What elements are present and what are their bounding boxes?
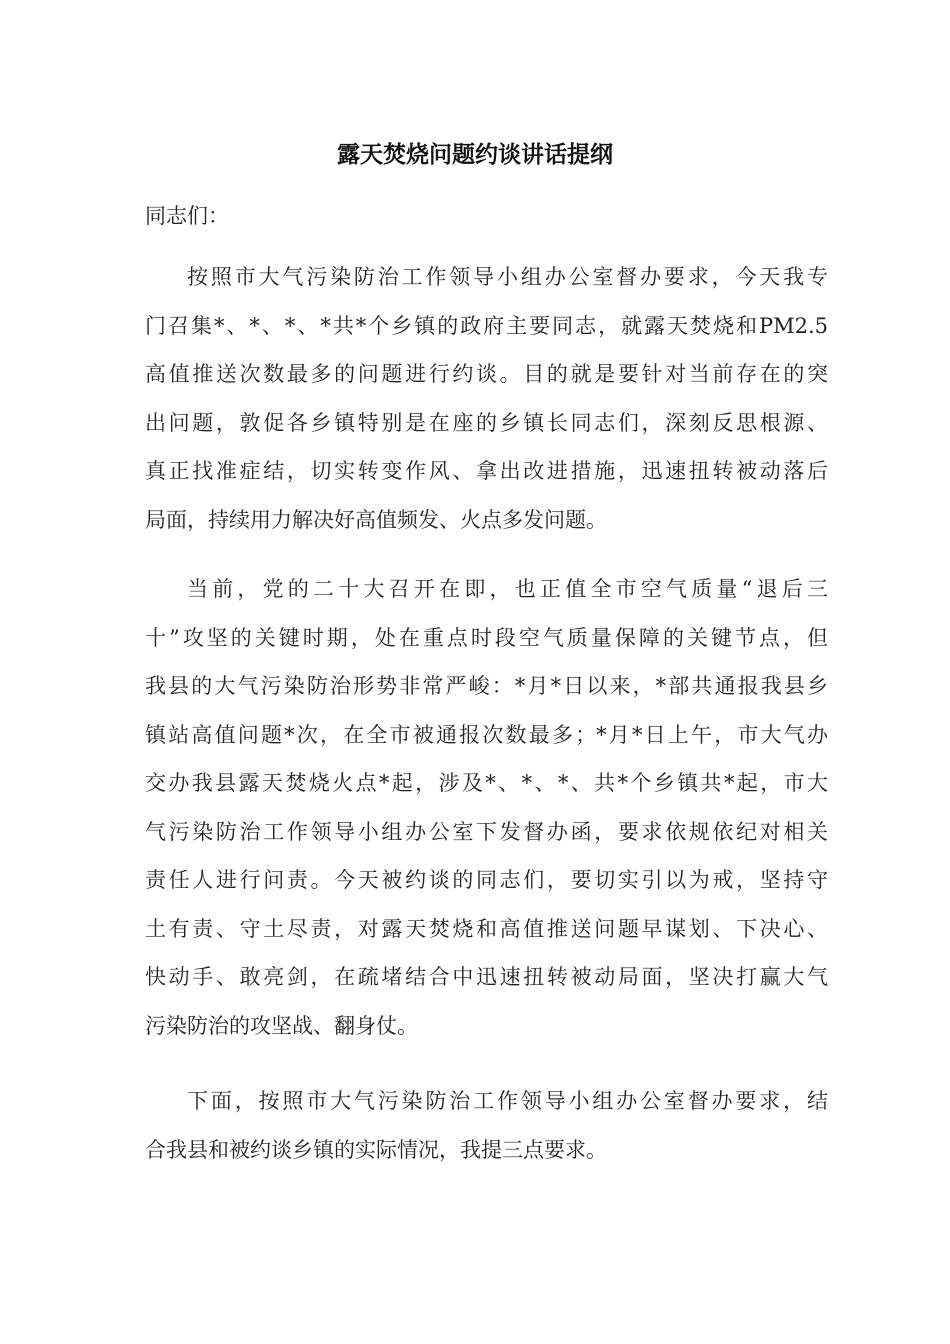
text-line: 出问题，敦促各乡镇特别是在座的乡镇长同志们，深刻反思根源、 [145, 410, 828, 435]
salutation: 同志们： [145, 204, 229, 228]
text-line: 交办我县露天焚烧火点*起，涉及*、*、*、共*个乡镇共*起，市大 [145, 771, 828, 795]
text-line: 我县的大气污染防治形势非常严峻：*月*日以来，*部共通报我县乡 [145, 674, 828, 698]
document-title: 露天焚烧问题约谈讲话提纲 [337, 141, 613, 168]
text-line: 镇站高值问题*次，在全市被通报次数最多；*月*日上午，市大气办 [145, 722, 828, 747]
text-line: 气污染防治工作领导小组办公室下发督办函，要求依规依纪对相关 [145, 819, 828, 844]
text-line: 下面，按照市大气污染防治工作领导小组办公室督办要求，结 [187, 1089, 828, 1113]
paragraph-3 [145, 1086, 828, 1183]
text-line: 合我县和被约谈乡镇的实际情况，我提三点要求。 [145, 1137, 607, 1162]
text-line: 局面，持续用力解决好高值频发、火点多发问题。 [145, 507, 607, 532]
text-line: 土有责、守土尽责，对露天焚烧和高值推送问题早谋划、下决心、 [145, 916, 828, 941]
text-line: 十”攻坚的关键时期，处在重点时段空气质量保障的关键节点，但 [145, 625, 828, 650]
text-line: 高值推送次数最多的问题进行约谈。目的就是要针对当前存在的突 [145, 362, 828, 386]
text-line: 快动手、敢亮剑，在疏堵结合中迅速扭转被动局面，坚决打赢大气 [145, 965, 828, 989]
text-line: 污染防治的攻坚战、翻身仗。 [145, 1013, 418, 1038]
paragraph-2 [145, 574, 828, 1059]
text-line: 真正找准症结，切实转变作风、拿出改进措施，迅速扭转被动落后 [145, 459, 828, 483]
text-line: 门召集*、*、*、*共*个乡镇的政府主要同志，就露天焚烧和PM2.5 [145, 313, 828, 338]
text-line: 当前，党的二十大召开在即，也正值全市空气质量“退后三 [187, 577, 828, 601]
text-line: 按照市大气污染防治工作领导小组办公室督办要求，今天我专 [187, 265, 828, 289]
text-line: 责任人进行问责。今天被约谈的同志们，要切实引以为戒，坚持守 [145, 868, 828, 892]
paragraph-1 [145, 262, 828, 553]
